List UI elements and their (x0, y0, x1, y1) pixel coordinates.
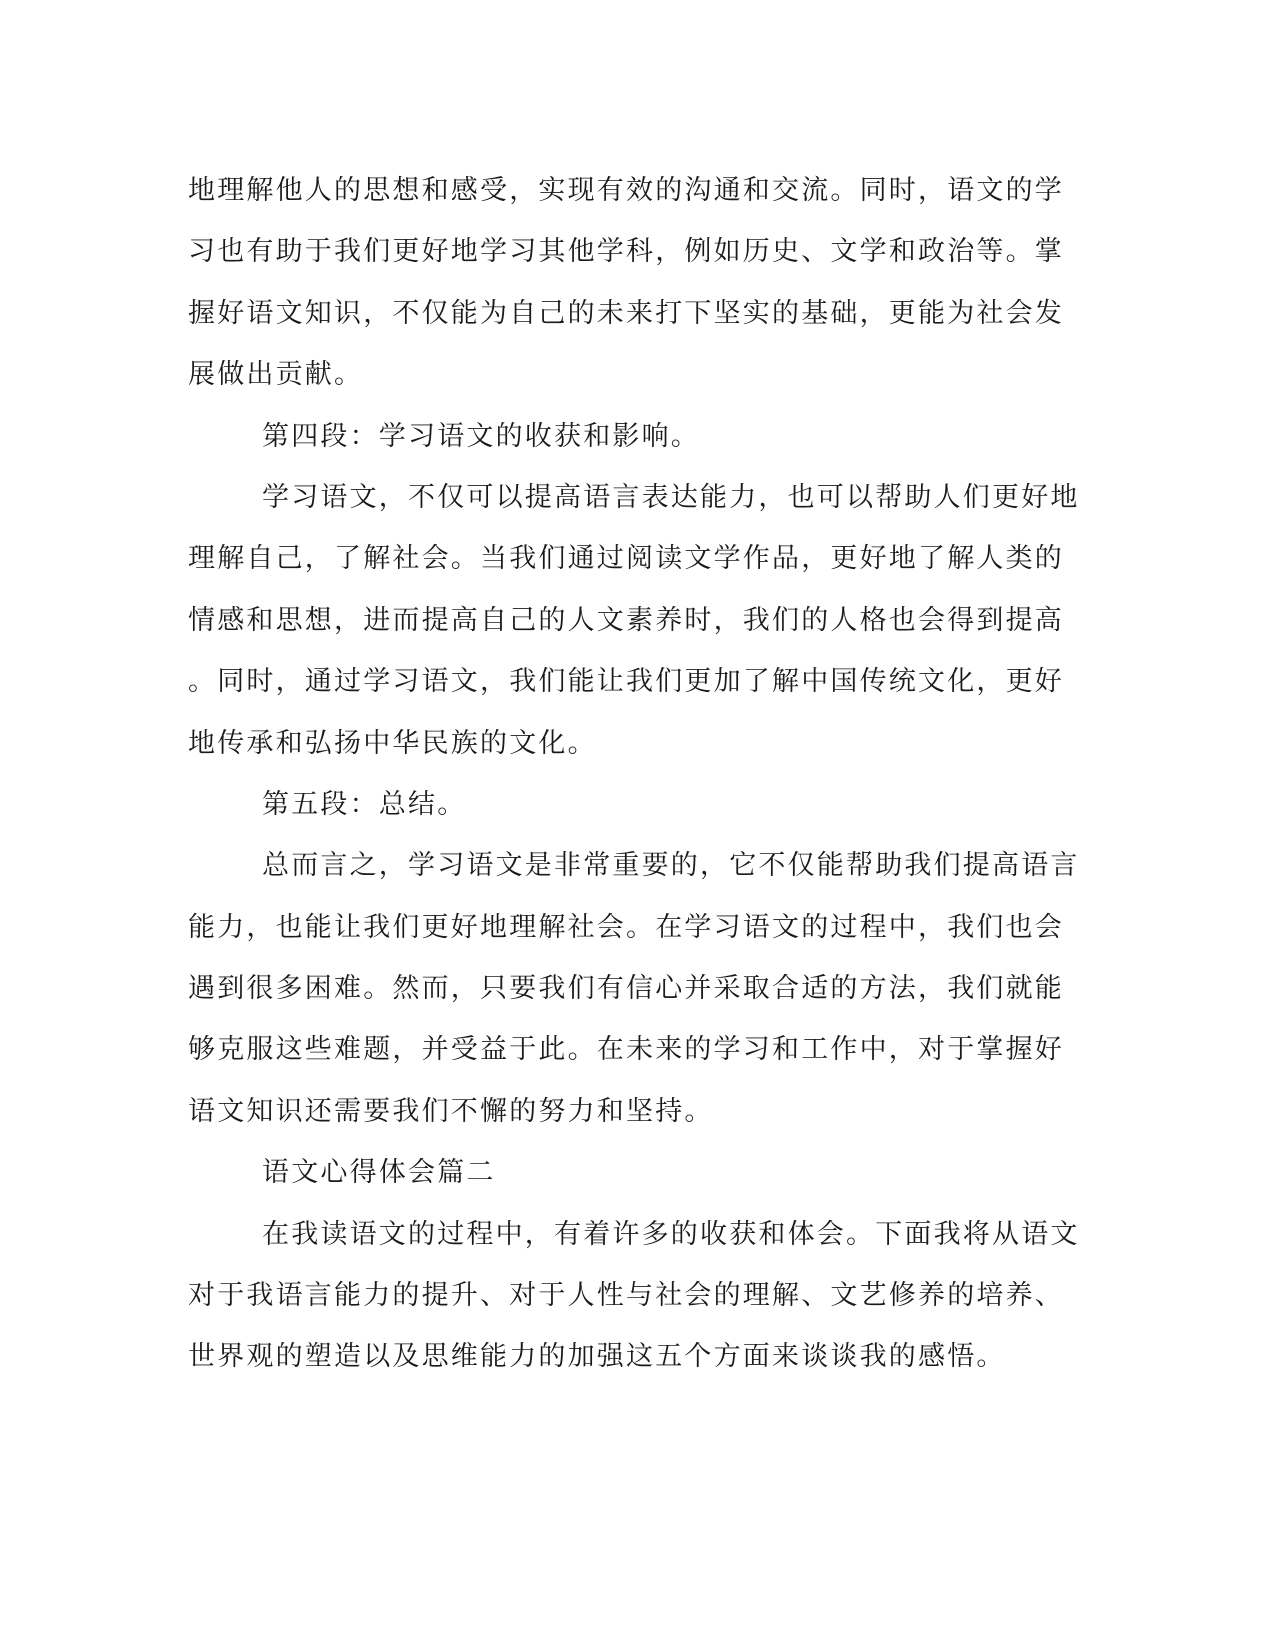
section-heading-4: 第四段：学习语文的收获和影响。 (262, 420, 700, 452)
paragraph-start: 总而言之，学习语文是非常重要的，它不仅能帮助我们提高语言 (262, 850, 1080, 882)
text-line: 情感和思想，进而提高自己的人文素养时，我们的人格也会得到提高 (188, 604, 1064, 636)
text-line: 语文知识还需要我们不懈的努力和坚持。 (188, 1095, 714, 1127)
text-line: 世界观的塑造以及思维能力的加强这五个方面来谈谈我的感悟。 (188, 1341, 1006, 1373)
text-line: 理解自己，了解社会。当我们通过阅读文学作品，更好地了解人类的 (188, 543, 1064, 575)
text-line: 展做出贡献。 (188, 359, 364, 391)
text-line: 够克服这些难题，并受益于此。在未来的学习和工作中，对于掌握好 (188, 1034, 1064, 1066)
section-heading-5: 第五段：总结。 (262, 788, 467, 820)
text-line: 习也有助于我们更好地学习其他学科，例如历史、文学和政治等。掌 (188, 236, 1064, 268)
text-line: 握好语文知识，不仅能为自己的未来打下坚实的基础，更能为社会发 (188, 297, 1064, 329)
paragraph-start: 学习语文，不仅可以提高语言表达能力，也可以帮助人们更好地 (262, 481, 1080, 513)
document-body (188, 160, 1080, 1388)
text-line: 。同时，通过学习语文，我们能让我们更加了解中国传统文化，更好 (188, 666, 1064, 698)
text-line: 能力，也能让我们更好地理解社会。在学习语文的过程中，我们也会 (188, 911, 1064, 943)
paragraph-start: 在我读语文的过程中，有着许多的收获和体会。下面我将从语文 (262, 1218, 1080, 1250)
text-line: 遇到很多困难。然而，只要我们有信心并采取合适的方法，我们就能 (188, 973, 1064, 1005)
article-title: 语文心得体会篇二 (262, 1157, 496, 1189)
text-line: 地理解他人的思想和感受，实现有效的沟通和交流。同时，语文的学 (188, 175, 1064, 206)
text-line: 对于我语言能力的提升、对于人性与社会的理解、文艺修养的培养、 (188, 1280, 1064, 1312)
text-line: 地传承和弘扬中华民族的文化。 (188, 727, 597, 759)
